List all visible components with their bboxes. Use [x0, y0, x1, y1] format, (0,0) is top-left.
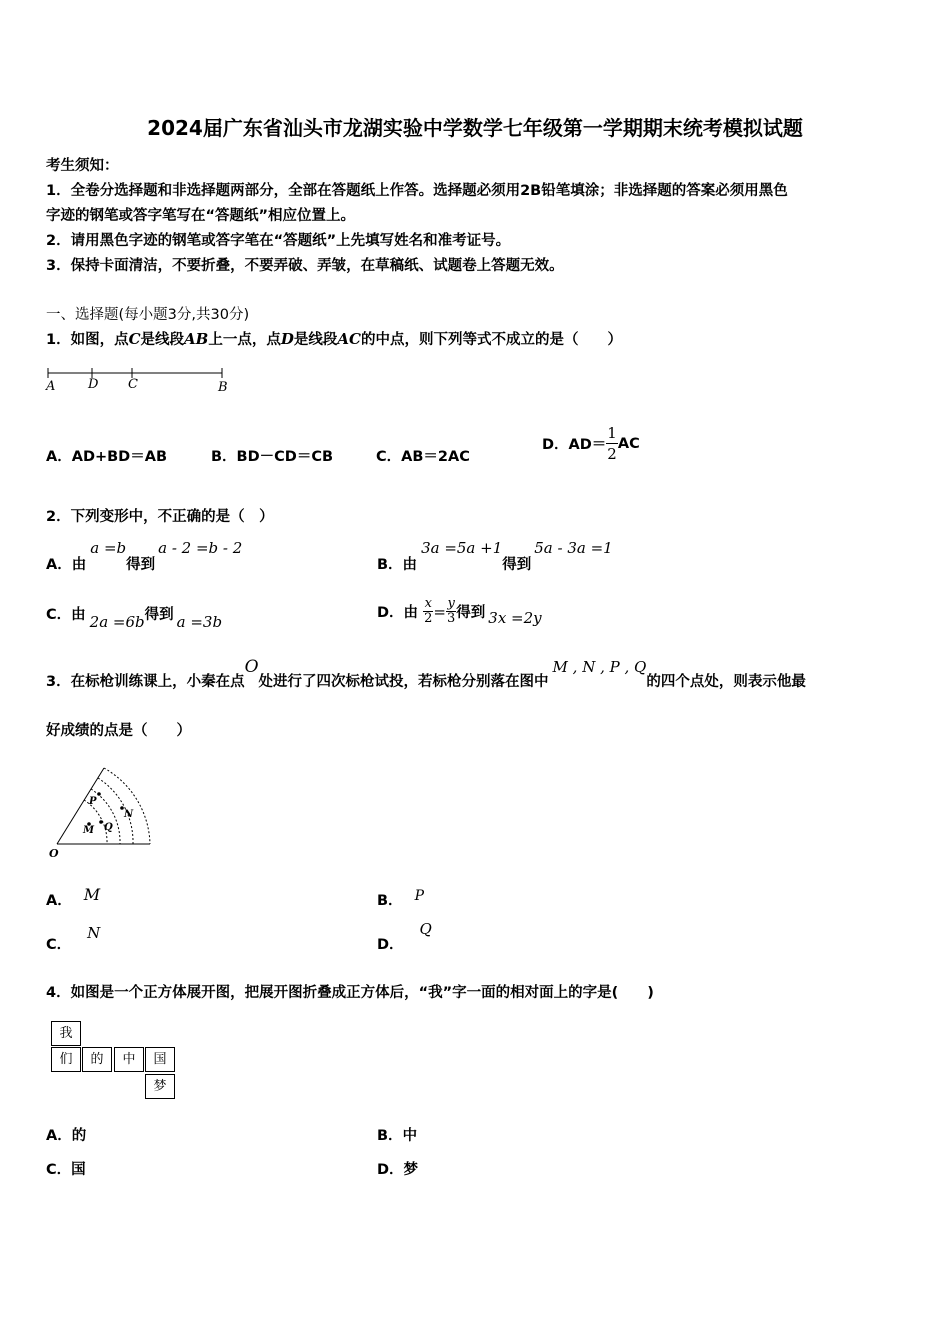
q3-d-value: Q	[419, 920, 432, 938]
q1-option-c[interactable]: C．AB＝2AC	[376, 449, 470, 465]
q4-d-value: 梦	[403, 1162, 419, 1178]
q3-point-o: O	[244, 657, 259, 677]
q2-a-from: a =b	[90, 539, 127, 557]
label-m: M	[83, 825, 95, 836]
q1-point-c: C	[128, 330, 141, 348]
net-cell-wo: 我	[51, 1021, 81, 1046]
q1-stem	[46, 328, 622, 349]
net-cell-zhong: 中	[114, 1047, 144, 1072]
cube-net-figure	[51, 1021, 181, 1103]
q4-c-label: C．	[46, 1162, 72, 1178]
q3-option-b[interactable]	[377, 884, 424, 909]
label-q: Q	[104, 822, 113, 833]
q1-option-d-suffix: AC	[617, 435, 640, 452]
notice-item-1-cont: 字迹的钢笔或答字笔写在“答题纸”相应位置上。	[46, 208, 356, 224]
net-cell-men: 们	[51, 1047, 81, 1072]
fraction-den: 3	[447, 611, 456, 626]
q3-stem-line1	[46, 656, 806, 690]
q3-b-value: P	[414, 888, 424, 904]
q2-option-a[interactable]	[46, 537, 243, 573]
net-cell-de: 的	[82, 1047, 112, 1072]
q1-segment-ac: AC	[337, 330, 361, 348]
label-b: B	[218, 380, 228, 395]
label-o: O	[49, 847, 59, 860]
q4-a-value: 的	[71, 1128, 87, 1144]
q1-segment-ab: AB	[184, 330, 209, 348]
q2-option-b[interactable]	[377, 537, 613, 573]
q1-option-d[interactable]	[542, 423, 640, 464]
fraction-den: 2	[607, 445, 617, 463]
q2-d-label: D．由	[377, 605, 419, 621]
q1-option-a[interactable]: A．AD+BD＝AB	[46, 449, 167, 465]
net-cell-guo: 国	[145, 1047, 175, 1072]
q3-stem-a: 3．在标枪训练课上，小秦在点	[46, 674, 245, 690]
q3-option-c[interactable]	[46, 922, 101, 953]
q3-c-label: C．	[46, 937, 72, 953]
q4-b-label: B．	[377, 1128, 403, 1144]
label-a: A	[46, 379, 56, 394]
q2-option-d[interactable]	[377, 597, 542, 626]
q3-c-value: N	[87, 924, 101, 942]
fan-edge-upper	[57, 768, 104, 844]
notice-heading: 考生须知：	[46, 158, 119, 174]
q2-c-label: C．由	[46, 607, 86, 623]
q1-option-b[interactable]: B．BD－CD＝CB	[211, 449, 334, 465]
fraction-num: x	[424, 596, 432, 611]
q2-d-eq: =	[433, 602, 446, 621]
notice-item-1: 1．全卷分选择题和非选择题两部分，全部在答题纸上作答。选择题必须用2B铅笔填涂；非选择题的答案必须用黑色	[46, 183, 788, 199]
q1-segment-figure	[44, 366, 244, 398]
q3-points: M , N , P , Q	[552, 658, 647, 676]
point-p	[97, 792, 101, 796]
notice-item-3: 3．保持卡面清洁，不要折叠，不要弄破、弄皱，在草稿纸、试题卷上答题无效。	[46, 258, 564, 274]
q1-stem-c: 上一点，点	[208, 332, 281, 348]
q1-stem-b: 是线段	[140, 332, 185, 348]
q2-c-from: 2a =6b	[89, 613, 145, 631]
label-n: N	[124, 809, 134, 820]
fraction-num: y	[447, 596, 455, 611]
section-heading: 一、选择题(每小题3分,共30分)	[46, 307, 250, 323]
q3-b-label: B．	[377, 893, 403, 909]
point-q	[99, 820, 103, 824]
q3-javelin-figure	[44, 762, 164, 862]
q3-stem-c: 的四个点处，则表示他最	[646, 674, 806, 690]
q1-stem-a: 1．如图，点	[46, 332, 129, 348]
q1-option-d-prefix: D．AD＝	[542, 437, 607, 453]
q4-option-c[interactable]	[46, 1158, 86, 1179]
q4-stem: 4．如图是一个正方体展开图，把展开图折叠成正方体后，“我”字一面的相对面上的字是( )	[46, 985, 654, 1001]
label-d: D	[88, 377, 99, 392]
fraction-y-over-3	[446, 597, 456, 626]
fraction-den: 2	[424, 611, 433, 626]
q4-a-label: A．	[46, 1128, 72, 1144]
label-c: C	[128, 377, 138, 392]
q2-option-c[interactable]	[46, 603, 223, 631]
label-p: P	[89, 796, 97, 807]
q4-option-b[interactable]	[377, 1124, 417, 1145]
q1-stem-e: 的中点，则下列等式不成立的是（ ）	[360, 332, 622, 348]
q3-a-value: M	[83, 885, 101, 904]
q2-b-get: 得到	[502, 557, 532, 573]
q2-c-to: a =3b	[176, 613, 223, 631]
q3-a-label: A．	[46, 893, 72, 909]
fraction-one-half	[606, 423, 618, 464]
q2-b-from: 3a =5a +1	[421, 539, 503, 557]
fraction-x-over-2	[423, 597, 433, 626]
fraction-num: 1	[607, 424, 617, 442]
q3-option-a[interactable]	[46, 884, 101, 909]
q1-stem-d: 是线段	[293, 332, 338, 348]
q2-a-label: A．由	[46, 557, 87, 573]
q4-b-value: 中	[402, 1128, 418, 1144]
q3-d-label: D．	[377, 937, 404, 953]
q2-a-to: a - 2 =b - 2	[158, 539, 243, 557]
q4-c-value: 国	[71, 1162, 86, 1178]
q4-option-a[interactable]	[46, 1124, 86, 1145]
notice-item-2: 2．请用黑色字迹的钢笔或答字笔在“答题纸”上先填写姓名和准考证号。	[46, 233, 511, 249]
q2-b-to: 5a - 3a =1	[534, 539, 613, 557]
q4-option-d[interactable]	[377, 1158, 418, 1179]
q2-d-to: 3x =2y	[488, 608, 542, 627]
q2-c-get: 得到	[144, 607, 174, 623]
q2-a-get: 得到	[126, 557, 156, 573]
net-cell-meng: 梦	[145, 1074, 175, 1099]
q2-stem: 2．下列变形中，不正确的是（ ）	[46, 509, 274, 525]
q4-d-label: D．	[377, 1162, 404, 1178]
q2-d-get: 得到	[456, 605, 486, 621]
q2-b-label: B．由	[377, 557, 418, 573]
q3-option-d[interactable]	[377, 918, 432, 953]
q3-stem-line2: 好成绩的点是（ ）	[46, 723, 191, 739]
q3-stem-b: 处进行了四次标枪试投，若标枪分别落在图中	[258, 674, 549, 690]
q1-point-d: D	[280, 330, 294, 348]
page-title: 2024届广东省汕头市龙湖实验中学数学七年级第一学期期末统考模拟试题	[147, 116, 803, 140]
